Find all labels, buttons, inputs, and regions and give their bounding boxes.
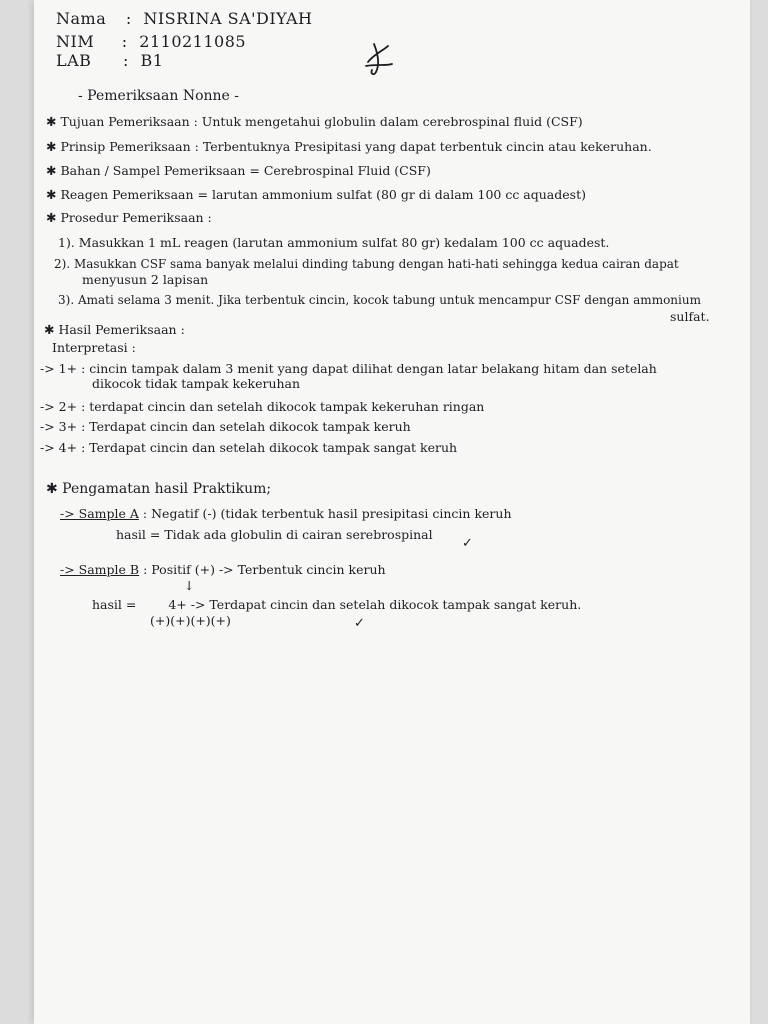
interpretation-1: -> 1+ : cincin tampak dalam 3 menit yang dapat dilihat dengan latar belakang hitam dan setelah [40, 361, 657, 376]
sample-material-line: ✱ Bahan / Sampel Pemeriksaan = Cerebrospinal Fluid (CSF) [46, 163, 431, 178]
sample-a-row [60, 507, 512, 521]
procedure-step-1: 1). Masukkan 1 mL reagen (larutan ammonium sulfat 80 gr) kedalam 100 cc aquadest. [58, 235, 610, 250]
observations-title: ✱ Pengamatan hasil Praktikum; [46, 481, 272, 497]
objective-line: ✱ Tujuan Pemeriksaan : Untuk mengetahui globulin dalam cerebrospinal fluid (CSF) [46, 114, 583, 129]
procedure-step-3-cont: sulfat. [670, 309, 710, 324]
sample-a-label: -> Sample A [60, 506, 139, 521]
results-title: ✱ Hasil Pemeriksaan : [44, 322, 185, 337]
sample-a-conclusion: hasil = Tidak ada globulin di cairan serebrospinal [116, 527, 433, 542]
nim-row [56, 33, 246, 51]
lab-value: B1 [140, 51, 164, 70]
sample-b-arrow: ↓ [184, 578, 195, 593]
check-mark-a: ✓ [462, 536, 473, 551]
lab-separator: : [123, 51, 129, 70]
sample-b-row [60, 563, 386, 577]
nim-separator: : [121, 32, 128, 51]
sample-b-conclusion: 4+ -> Terdapat cincin dan setelah dikocok tampak sangat keruh. [168, 597, 582, 612]
interpretation-3: -> 3+ : Terdapat cincin dan setelah dikocok tampak keruh [40, 419, 411, 434]
interpretation-4: -> 4+ : Terdapat cincin dan setelah dikocok tampak sangat keruh [40, 440, 458, 455]
procedure-step-2-cont: menyusun 2 lapisan [82, 272, 209, 287]
sample-b-hasil-label: hasil = [92, 597, 137, 612]
principle-line: ✱ Prinsip Pemeriksaan : Terbentuknya Presipitasi yang dapat terbentuk cincin atau kekeruhan. [46, 139, 652, 154]
sample-a-result: : Negatif (-) (tidak terbentuk hasil presipitasi cincin keruh [142, 506, 512, 521]
nim-value: 2110211085 [139, 32, 247, 51]
check-mark-b: ✓ [354, 616, 365, 631]
page-title: - Pemeriksaan Nonne - [78, 88, 239, 104]
interpretation-label: Interpretasi : [52, 340, 136, 355]
name-separator: : [125, 9, 132, 28]
sample-b-result: : Positif (+) -> Terbentuk cincin keruh [143, 562, 386, 577]
name-row [56, 10, 313, 28]
interpretation-2: -> 2+ : terdapat cincin dan setelah dikocok tampak kekeruhan ringan [40, 399, 485, 414]
name-label: Nama [56, 9, 107, 28]
sample-b-plus-signs: (+)(+)(+)(+) [150, 613, 231, 628]
procedure-step-3: 3). Amati selama 3 menit. Jika terbentuk cincin, kocok tabung untuk mencampur CSF dengan ammonium [58, 293, 701, 307]
lab-report-page [34, 0, 750, 1024]
sample-b-label: -> Sample B [60, 562, 140, 577]
nim-label: NIM [56, 32, 95, 51]
interpretation-1-cont: dikocok tidak tampak kekeruhan [92, 376, 301, 391]
reagent-line: ✱ Reagen Pemeriksaan = larutan ammonium sulfat (80 gr di dalam 100 cc aquadest) [46, 187, 586, 202]
signature-icon [362, 40, 396, 78]
lab-row [56, 52, 163, 70]
lab-label: LAB [56, 51, 92, 70]
procedure-step-2: 2). Masukkan CSF sama banyak melalui dinding tabung dengan hati-hati sehingga kedua cairan dapat [54, 257, 679, 271]
procedure-title: ✱ Prosedur Pemeriksaan : [46, 210, 212, 225]
sample-b-conclusion-row [92, 598, 581, 612]
name-value: NISRINA SA'DIYAH [143, 9, 313, 28]
